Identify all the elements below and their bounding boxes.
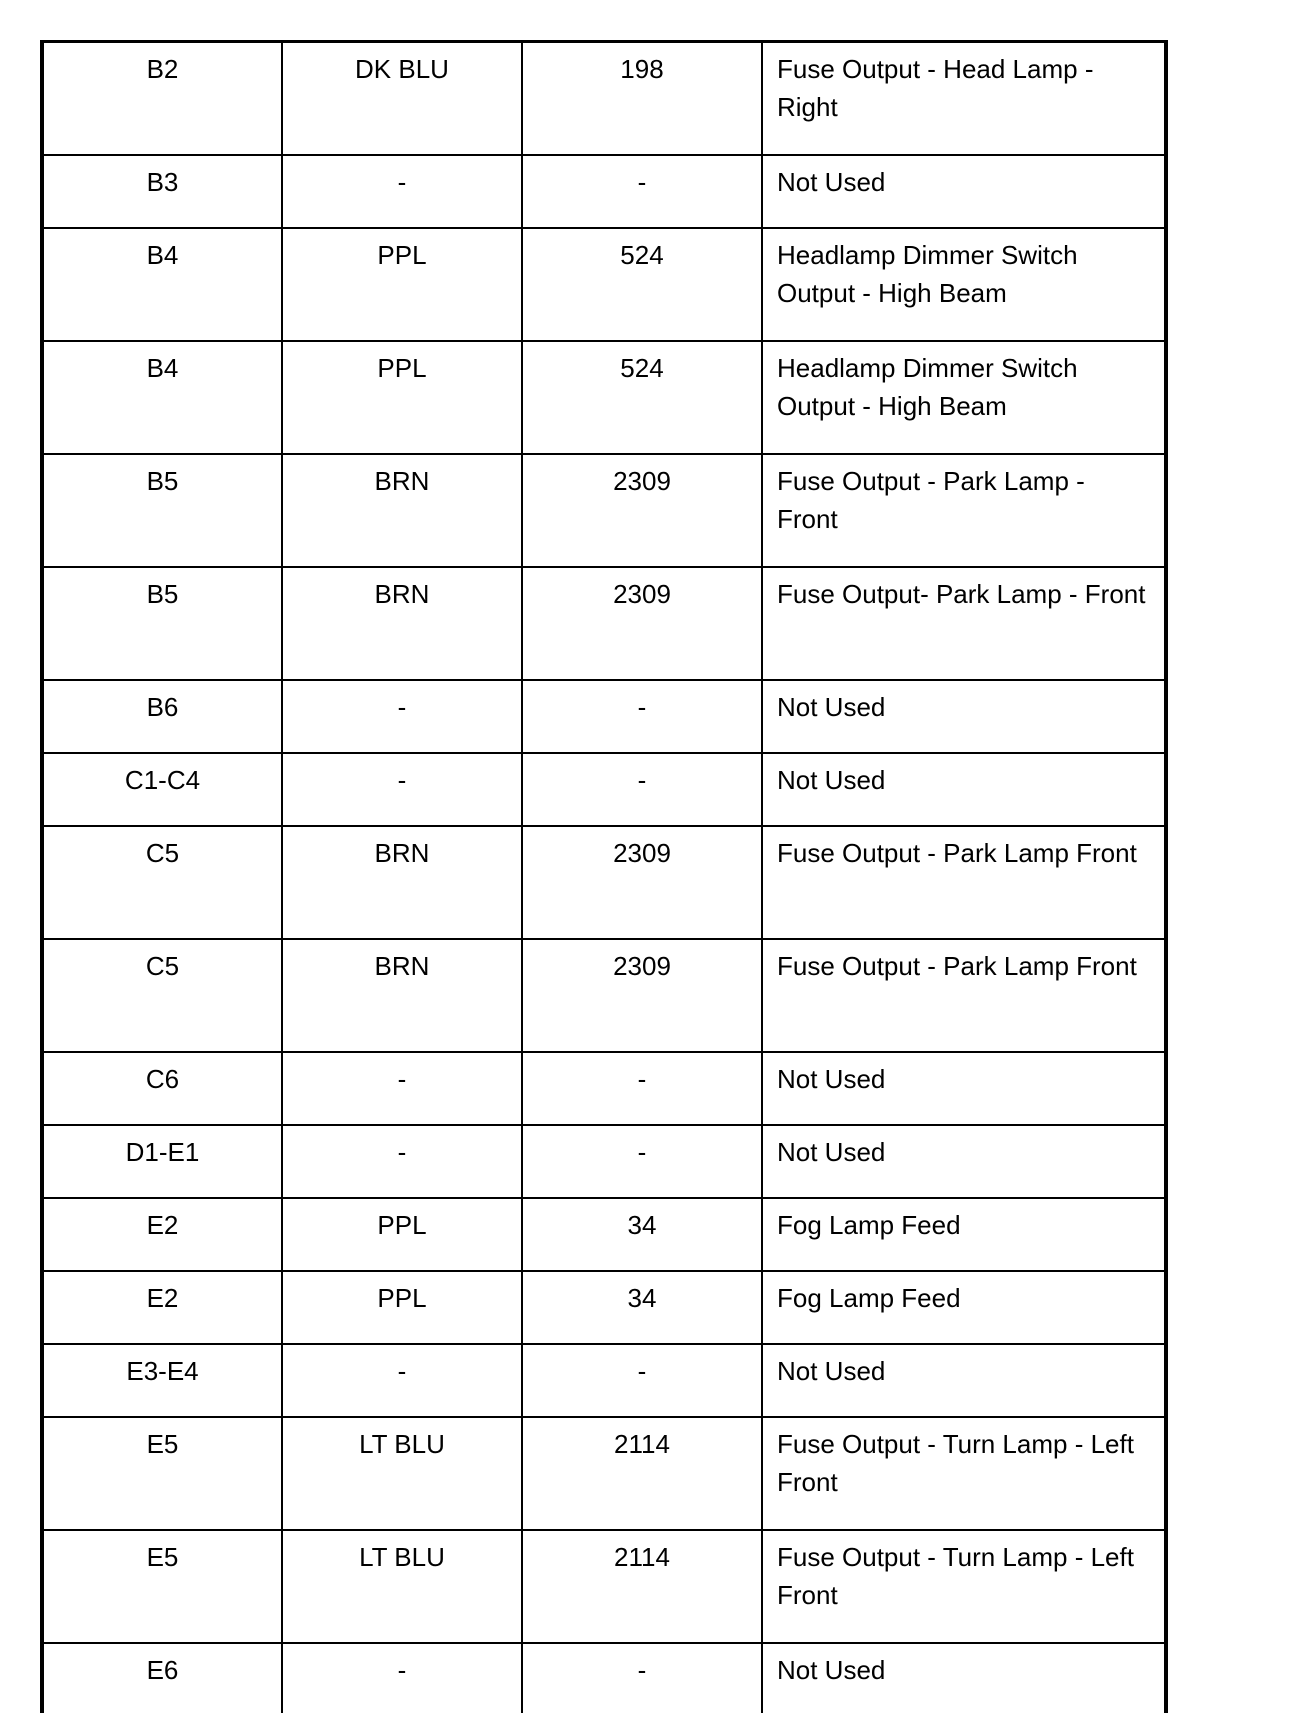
- circuit-number-cell: -: [522, 1052, 762, 1125]
- pin-cell: B4: [42, 228, 282, 341]
- wire-color-cell: PPL: [282, 1271, 522, 1344]
- table-row: [42, 155, 1166, 228]
- wire-color-cell: -: [282, 1052, 522, 1125]
- connector-pinout-table: [40, 40, 1168, 1713]
- circuit-number-cell: 2309: [522, 454, 762, 567]
- pin-cell: E5: [42, 1530, 282, 1643]
- circuit-number-cell: 524: [522, 341, 762, 454]
- table-row: [42, 42, 1166, 156]
- function-cell: Headlamp Dimmer Switch Output - High Beam: [762, 228, 1166, 341]
- circuit-number-cell: 524: [522, 228, 762, 341]
- table-row: [42, 1125, 1166, 1198]
- wire-color-cell: -: [282, 1643, 522, 1713]
- wire-color-cell: -: [282, 753, 522, 826]
- table-row: [42, 1643, 1166, 1713]
- circuit-number-cell: -: [522, 155, 762, 228]
- wire-color-cell: DK BLU: [282, 42, 522, 156]
- wire-color-cell: -: [282, 155, 522, 228]
- wire-color-cell: -: [282, 680, 522, 753]
- circuit-number-cell: -: [522, 1344, 762, 1417]
- pin-cell: B2: [42, 42, 282, 156]
- circuit-number-cell: 2114: [522, 1530, 762, 1643]
- function-cell: Fuse Output - Park Lamp - Front: [762, 454, 1166, 567]
- pin-cell: E2: [42, 1198, 282, 1271]
- pin-cell: E3-E4: [42, 1344, 282, 1417]
- wire-color-cell: -: [282, 1344, 522, 1417]
- table-row: [42, 680, 1166, 753]
- circuit-number-cell: 34: [522, 1271, 762, 1344]
- function-cell: Not Used: [762, 1125, 1166, 1198]
- wire-color-cell: BRN: [282, 826, 522, 939]
- table-row: [42, 939, 1166, 1052]
- pin-cell: E6: [42, 1643, 282, 1713]
- pin-cell: E5: [42, 1417, 282, 1530]
- pin-cell: B4: [42, 341, 282, 454]
- function-cell: Fuse Output - Turn Lamp - Left Front: [762, 1530, 1166, 1643]
- function-cell: Not Used: [762, 1643, 1166, 1713]
- wire-color-cell: PPL: [282, 341, 522, 454]
- function-cell: Headlamp Dimmer Switch Output - High Beam: [762, 341, 1166, 454]
- wire-color-cell: LT BLU: [282, 1530, 522, 1643]
- pin-cell: C6: [42, 1052, 282, 1125]
- function-cell: Not Used: [762, 753, 1166, 826]
- table-row: [42, 753, 1166, 826]
- circuit-number-cell: 2114: [522, 1417, 762, 1530]
- circuit-number-cell: 198: [522, 42, 762, 156]
- function-cell: Fog Lamp Feed: [762, 1271, 1166, 1344]
- table-row: [42, 1052, 1166, 1125]
- function-cell: Fuse Output - Park Lamp Front: [762, 939, 1166, 1052]
- table-row: [42, 826, 1166, 939]
- table-row: [42, 567, 1166, 680]
- wire-color-cell: LT BLU: [282, 1417, 522, 1530]
- pin-cell: E2: [42, 1271, 282, 1344]
- function-cell: Fuse Output - Head Lamp - Right: [762, 42, 1166, 156]
- pin-cell: C5: [42, 939, 282, 1052]
- function-cell: Fuse Output- Park Lamp - Front: [762, 567, 1166, 680]
- table-row: [42, 454, 1166, 567]
- pin-cell: B5: [42, 454, 282, 567]
- wire-color-cell: BRN: [282, 567, 522, 680]
- circuit-number-cell: -: [522, 680, 762, 753]
- pin-cell: C1-C4: [42, 753, 282, 826]
- circuit-number-cell: 34: [522, 1198, 762, 1271]
- table-row: [42, 341, 1166, 454]
- function-cell: Not Used: [762, 1344, 1166, 1417]
- wire-color-cell: BRN: [282, 454, 522, 567]
- circuit-number-cell: 2309: [522, 567, 762, 680]
- table-row: [42, 1417, 1166, 1530]
- pin-cell: B6: [42, 680, 282, 753]
- function-cell: Not Used: [762, 680, 1166, 753]
- circuit-number-cell: 2309: [522, 939, 762, 1052]
- table-row: [42, 1530, 1166, 1643]
- function-cell: Fuse Output - Park Lamp Front: [762, 826, 1166, 939]
- pin-cell: D1-E1: [42, 1125, 282, 1198]
- wire-color-cell: PPL: [282, 228, 522, 341]
- pin-cell: B3: [42, 155, 282, 228]
- circuit-number-cell: -: [522, 1643, 762, 1713]
- pin-cell: C5: [42, 826, 282, 939]
- pin-cell: B5: [42, 567, 282, 680]
- wire-color-cell: -: [282, 1125, 522, 1198]
- table-row: [42, 1271, 1166, 1344]
- wire-color-cell: PPL: [282, 1198, 522, 1271]
- circuit-number-cell: 2309: [522, 826, 762, 939]
- circuit-number-cell: -: [522, 753, 762, 826]
- wire-color-cell: BRN: [282, 939, 522, 1052]
- circuit-number-cell: -: [522, 1125, 762, 1198]
- function-cell: Fuse Output - Turn Lamp - Left Front: [762, 1417, 1166, 1530]
- function-cell: Fog Lamp Feed: [762, 1198, 1166, 1271]
- table-row: [42, 1344, 1166, 1417]
- function-cell: Not Used: [762, 155, 1166, 228]
- table-row: [42, 1198, 1166, 1271]
- table-row: [42, 228, 1166, 341]
- function-cell: Not Used: [762, 1052, 1166, 1125]
